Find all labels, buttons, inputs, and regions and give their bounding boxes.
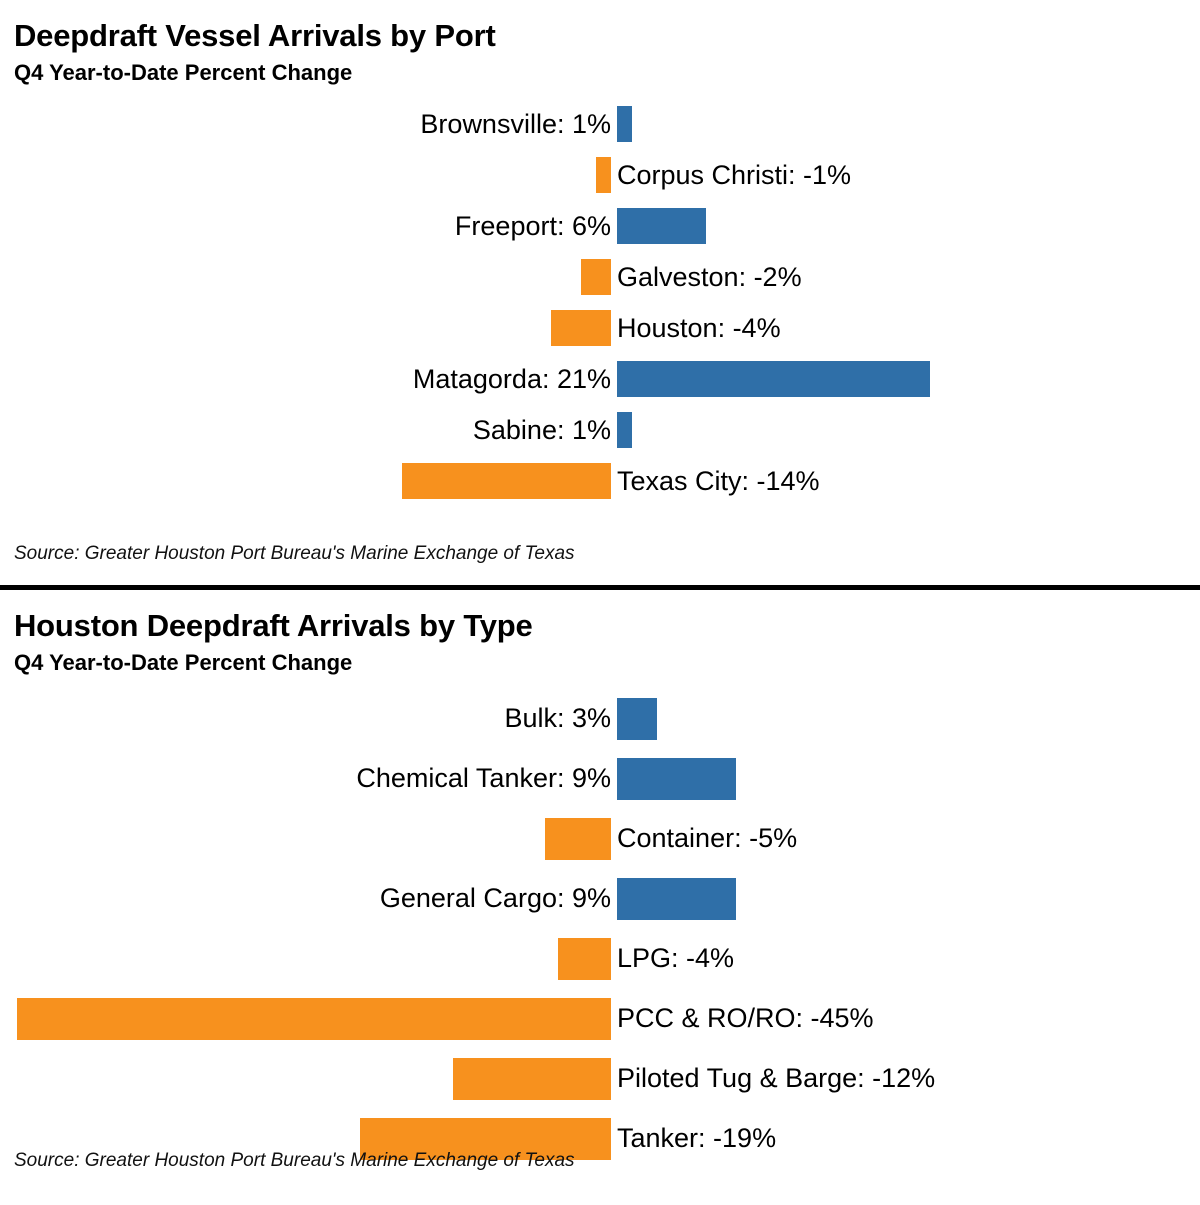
bar-row — [14, 405, 1186, 456]
bar-label: Texas City: -14% — [617, 465, 820, 496]
bar-row — [14, 689, 1186, 749]
bar-label: PCC & RO/RO: -45% — [617, 1003, 874, 1034]
bar — [453, 1058, 611, 1100]
bar — [581, 259, 611, 295]
bar — [617, 758, 736, 800]
bar — [617, 106, 632, 142]
bar-row — [14, 150, 1186, 201]
chart-panel-ports — [0, 0, 1200, 585]
bar-label: Tanker: -19% — [617, 1123, 777, 1154]
bar-label: Houston: -4% — [617, 312, 781, 343]
bar-label: Sabine: 1% — [472, 414, 611, 445]
bar — [17, 998, 611, 1040]
bar-label: Galveston: -2% — [617, 261, 802, 292]
bar — [617, 208, 706, 244]
bar — [617, 698, 657, 740]
bar-row — [14, 201, 1186, 252]
bar-row — [14, 989, 1186, 1049]
bar-label: Chemical Tanker: 9% — [356, 763, 611, 794]
bar-label: LPG: -4% — [617, 943, 735, 974]
bar-label: Corpus Christi: -1% — [617, 159, 852, 190]
bar — [402, 463, 611, 499]
bar-row — [14, 456, 1186, 507]
source-note-2: Source: Greater Houston Port Bureau's Marine Exchange of Texas — [14, 1150, 575, 1171]
bar-chart-types — [14, 689, 1186, 1169]
chart-subtitle: Q4 Year-to-Date Percent Change — [14, 59, 353, 85]
bar-row — [14, 252, 1186, 303]
chart-subtitle-2: Q4 Year-to-Date Percent Change — [14, 649, 353, 675]
bar-row — [14, 1049, 1186, 1109]
bar — [551, 310, 611, 346]
bar-row — [14, 809, 1186, 869]
bar-row — [14, 749, 1186, 809]
bar-row — [14, 303, 1186, 354]
bar — [558, 938, 611, 980]
bar-row — [14, 869, 1186, 929]
bar — [617, 361, 930, 397]
page-title-2: Houston Deepdraft Arrivals by Type — [14, 608, 533, 643]
bar — [617, 412, 632, 448]
bar-label: Freeport: 6% — [454, 210, 611, 241]
bar-label: Brownsville: 1% — [420, 108, 611, 139]
bar-label: General Cargo: 9% — [379, 883, 611, 914]
bar-row — [14, 354, 1186, 405]
page-title: Deepdraft Vessel Arrivals by Port — [14, 18, 496, 53]
bar-row — [14, 99, 1186, 150]
bar — [596, 157, 611, 193]
bar-row — [14, 929, 1186, 989]
bar-label: Matagorda: 21% — [412, 363, 611, 394]
bar-label: Container: -5% — [617, 823, 798, 854]
bar-label: Bulk: 3% — [504, 703, 611, 734]
bar — [545, 818, 611, 860]
bar-chart-ports — [14, 99, 1186, 507]
source-note: Source: Greater Houston Port Bureau's Marine Exchange of Texas — [14, 543, 575, 564]
bar — [617, 878, 736, 920]
bar-label: Piloted Tug & Barge: -12% — [617, 1063, 936, 1094]
chart-panel-types — [0, 590, 1200, 1205]
